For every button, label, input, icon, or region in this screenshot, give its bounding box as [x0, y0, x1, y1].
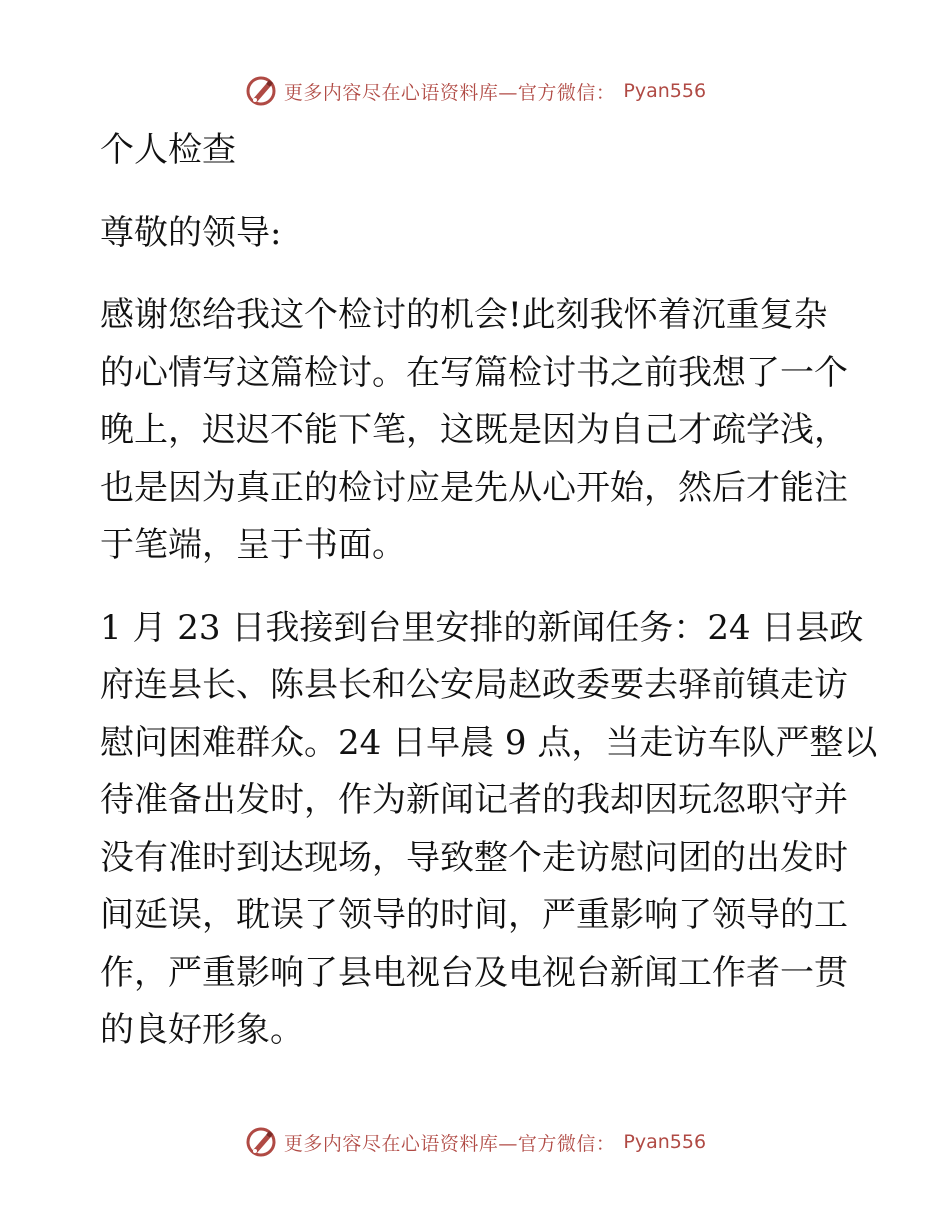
paragraph-line: 晚上，迟迟不能下笔，这既是因为自己才疏学浅， — [100, 410, 848, 450]
paragraph-line: 待准备出发时，作为新闻记者的我却因玩忽职守并 — [100, 780, 848, 820]
paragraph-line: 1 月 23 日我接到台里安排的新闻任务：24 日县政 — [100, 607, 864, 648]
paragraph-line: 的良好形象。 — [100, 1010, 304, 1050]
spacer — [100, 180, 855, 205]
paragraph-line: 慰问困难群众。24 日早晨 9 点，当走访车队严整以 — [100, 722, 878, 763]
spacer — [100, 262, 855, 287]
pen-logo-icon — [244, 74, 278, 108]
paragraph-1 — [100, 287, 855, 575]
paragraph-line: 也是因为真正的检讨应是先从心开始，然后才能注 — [100, 467, 848, 508]
paragraph-line: 于笔端，呈于书面。 — [100, 525, 406, 565]
watermark-handle: Pyan556 — [623, 80, 707, 102]
document-body — [100, 122, 878, 1060]
paragraph-line: 作，严重影响了县电视台及电视台新闻工作者一贯 — [100, 952, 848, 993]
document-title: 个人检查 — [100, 130, 236, 170]
paragraph-line: 的心情写这篇检讨。在写篇检讨书之前我想了一个 — [100, 352, 848, 393]
paragraph-line: 没有准时到达现场，导致整个走访慰问团的出发时 — [100, 837, 848, 878]
paragraph-line: 间延误，耽误了领导的时间，严重影响了领导的工 — [100, 895, 848, 935]
watermark-handle: Pyan556 — [623, 1131, 707, 1153]
header-watermark — [0, 71, 950, 111]
pen-logo-icon — [244, 1125, 278, 1159]
paragraph-line: 感谢您给我这个检讨的机会!此刻我怀着沉重复杂 — [100, 295, 828, 335]
salutation: 尊敬的领导: — [100, 212, 282, 253]
footer-watermark — [0, 1122, 950, 1162]
paragraph-2 — [100, 600, 878, 1060]
paragraph-line: 府连县长、陈县长和公安局赵政委要去驿前镇走访 — [100, 665, 848, 705]
watermark-text: 更多内容尽在心语资料库—官方微信： — [283, 81, 616, 104]
watermark-text: 更多内容尽在心语资料库—官方微信： — [283, 1132, 616, 1155]
spacer — [100, 575, 855, 600]
